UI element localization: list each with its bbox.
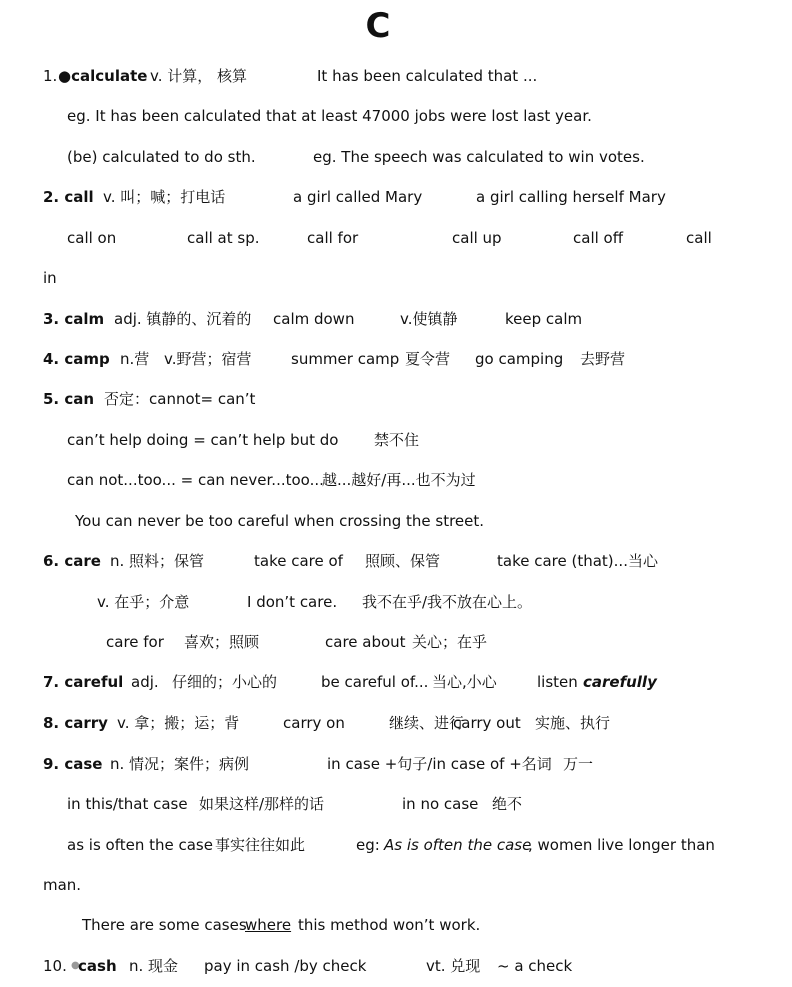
part-of-speech: vt. 兑现	[426, 957, 481, 975]
meaning: 夏令营	[405, 350, 451, 368]
meaning: 实施、执行	[535, 714, 611, 732]
meaning: 如果这样/那样的话	[199, 795, 325, 813]
example-sentence: eg. It has been calculated that at least 47000 jobs were lost last year.	[67, 107, 592, 125]
phrase: in no case	[402, 795, 479, 813]
example-sentence: eg. The speech was calculated to win votes.	[313, 148, 645, 166]
bullet-icon: ●	[71, 960, 80, 971]
phrase: listen	[537, 673, 578, 691]
phrase: call	[686, 229, 712, 247]
part-of-speech: v. 拿；搬；运；背	[117, 714, 240, 732]
phrase: in	[43, 269, 57, 287]
phrase: call at sp.	[187, 229, 260, 247]
headword: ●calculate	[58, 67, 148, 85]
example-sentence: There are some cases	[82, 916, 247, 934]
headword: 9. case	[43, 755, 103, 773]
phrase: care about	[325, 633, 406, 651]
part-of-speech: adj. 镇静的、沉着的	[114, 310, 252, 328]
phrase: be careful of...	[321, 673, 429, 691]
phrase: (be) calculated to do sth.	[67, 148, 256, 166]
part-of-speech: v.野营；宿营	[164, 350, 252, 368]
meaning: 喜欢；照顾	[184, 633, 260, 651]
phrase: call up	[452, 229, 502, 247]
phrase: carry out	[453, 714, 521, 732]
headword: 5. can	[43, 390, 95, 408]
meaning: 禁不住	[374, 431, 420, 449]
meaning: 绝不	[492, 795, 523, 813]
phrase: calm down	[273, 310, 355, 328]
page-title: C	[365, 6, 391, 46]
meaning: 仔细的；小心的	[172, 673, 278, 691]
example-sentence: this method won’t work.	[298, 916, 481, 934]
phrase: keep calm	[505, 310, 583, 328]
underlined-word: where	[245, 916, 292, 934]
meaning: 万一	[563, 755, 594, 773]
emphasized-word: carefully	[583, 673, 657, 691]
phrase: call on	[67, 229, 117, 247]
headword: 8. carry	[43, 714, 108, 732]
phrase: go camping	[475, 350, 564, 368]
meaning: 去野营	[580, 350, 626, 368]
phrase: call off	[573, 229, 624, 247]
meaning: 越...越好/再...也不为过	[322, 471, 476, 489]
phrase: in case +句子/in case of +名词	[327, 755, 552, 773]
phrase: take care of	[254, 552, 343, 570]
headword: 3. calm	[43, 310, 105, 328]
example-sentence: I don’t care.	[247, 593, 338, 611]
phrase: can not...too... = can never...too...	[67, 471, 324, 489]
headword: 6. care	[43, 552, 101, 570]
part-of-speech: v. 计算， 核算	[150, 67, 248, 85]
example-italic: As is often the case	[384, 836, 532, 854]
phrase: ~ a check	[497, 957, 573, 975]
entry-number: 10.	[43, 957, 67, 975]
phrase: carry on	[283, 714, 345, 732]
example: It has been calculated that ...	[317, 67, 538, 85]
meaning: 当心,小心	[432, 673, 497, 691]
part-of-speech: n.营	[120, 350, 150, 368]
meaning: v.使镇静	[400, 310, 458, 328]
part-of-speech: n. 现金	[129, 957, 179, 975]
part-of-speech: v. 在乎；介意	[97, 593, 190, 611]
phrase: summer camp	[291, 350, 400, 368]
phrase: care for	[106, 633, 164, 651]
headword: 4. camp	[43, 350, 110, 368]
meaning: 我不在乎/我不放在心上。	[362, 593, 533, 611]
phrase: call for	[307, 229, 359, 247]
meaning: 事实往往如此	[215, 836, 306, 854]
headword: 2. call	[43, 188, 94, 206]
example: a girl called Mary	[293, 188, 423, 206]
phrase: can’t help doing = can’t help but do	[67, 431, 339, 449]
entry-number: 1.	[43, 67, 58, 85]
meaning: 关心；在乎	[412, 633, 488, 651]
example: a girl calling herself Mary	[476, 188, 666, 206]
eg-label: eg:	[356, 836, 380, 854]
meaning: 照顾、保管	[365, 552, 441, 570]
phrase: as is often the case	[67, 836, 213, 854]
meaning: 继续、进行	[389, 714, 465, 732]
part-of-speech: adj.	[131, 673, 159, 691]
example-sentence: You can never be too careful when crossing the street.	[75, 512, 485, 530]
part-of-speech: v. 叫；喊；打电话	[103, 188, 226, 206]
part-of-speech: n. 情况；案件；病例	[110, 755, 250, 773]
phrase: pay in cash /by check	[204, 957, 367, 975]
headword: cash	[78, 957, 117, 975]
headword: 7. careful	[43, 673, 124, 691]
example-sentence: man.	[43, 876, 82, 894]
phrase: in this/that case	[67, 795, 188, 813]
phrase: take care (that)...当心	[497, 552, 658, 570]
example-sentence: , women live longer than	[528, 836, 715, 854]
part-of-speech: n. 照料；保管	[110, 552, 205, 570]
negative-form: 否定：cannot= can’t	[104, 390, 256, 408]
